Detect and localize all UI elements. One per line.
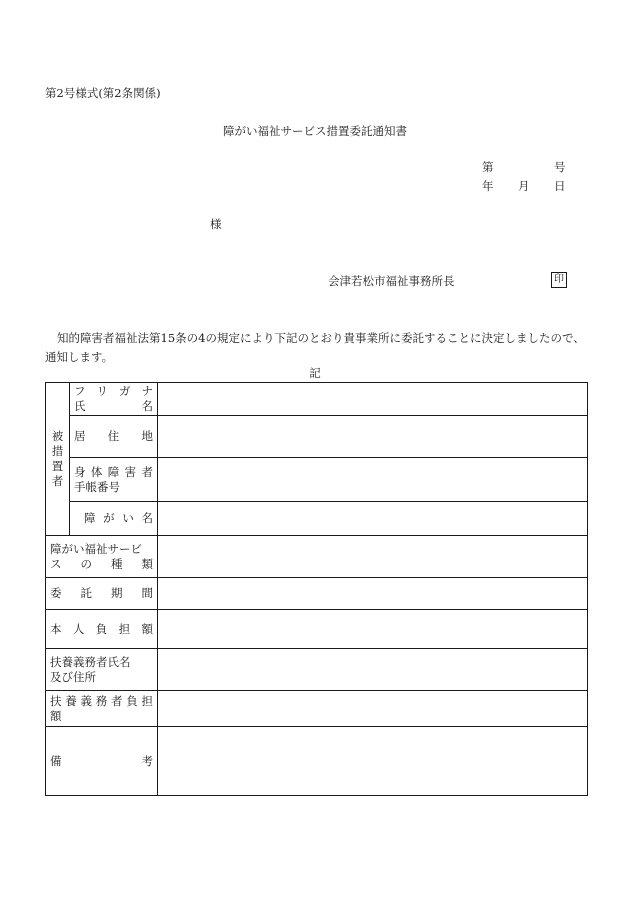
record-table bbox=[45, 382, 588, 796]
row-supporter-burden bbox=[46, 691, 588, 727]
date-month: 月 bbox=[518, 179, 530, 193]
address-label: 居 住 地 bbox=[74, 429, 153, 443]
furigana-label: フ リ ガ ナ bbox=[74, 384, 153, 398]
supporter-burden-value[interactable] bbox=[158, 691, 588, 727]
period-value[interactable] bbox=[158, 578, 588, 610]
row-period bbox=[46, 578, 588, 610]
supporter-burden-label-line2: 額 bbox=[50, 708, 62, 723]
number-suffix: 号 bbox=[554, 160, 566, 174]
body-paragraph: 知的障害者福祉法第15条の4の規定により下記のとおり貴事業所に委託することに決定しましたので、通知します。 bbox=[45, 331, 585, 364]
service-value[interactable] bbox=[158, 536, 588, 578]
supporter-burden-label-line1: 扶養義務者負担 bbox=[50, 693, 153, 708]
service-label-cell bbox=[46, 536, 158, 578]
document-title: 障がい福祉サービス措置委託通知書 bbox=[223, 124, 407, 138]
supporter-label-line2: 及び住所 bbox=[50, 669, 96, 684]
service-label-line1: 障がい福祉サービ bbox=[50, 541, 142, 556]
group-char-4: 者 bbox=[51, 474, 64, 488]
row-name bbox=[46, 383, 588, 416]
date-year: 年 bbox=[482, 179, 494, 193]
handbook-value[interactable] bbox=[158, 458, 588, 502]
address-value[interactable] bbox=[158, 416, 588, 458]
supporter-label-cell bbox=[46, 649, 158, 691]
row-address bbox=[46, 416, 588, 458]
date-day: 日 bbox=[554, 179, 566, 193]
group-char-2: 措 bbox=[51, 444, 64, 458]
name-value[interactable] bbox=[158, 383, 588, 416]
group-char-1: 被 bbox=[51, 429, 64, 443]
group-char-3: 置 bbox=[51, 459, 64, 473]
period-label-cell bbox=[46, 578, 158, 610]
disability-value[interactable] bbox=[158, 502, 588, 536]
seal-mark: 印 bbox=[551, 272, 567, 288]
name-label-cell bbox=[70, 383, 158, 416]
service-label-line2: ス の 種 類 bbox=[50, 556, 153, 571]
supporter-burden-label-cell bbox=[46, 691, 158, 727]
handbook-label-line2: 手帳番号 bbox=[74, 479, 120, 494]
period-label: 委 託 期 間 bbox=[50, 586, 153, 600]
disability-label-cell bbox=[70, 502, 158, 536]
address-label-cell bbox=[70, 416, 158, 458]
addressee-suffix: 様 bbox=[210, 217, 222, 231]
row-handbook bbox=[46, 458, 588, 502]
number-prefix: 第 bbox=[482, 160, 494, 174]
supporter-value[interactable] bbox=[158, 649, 588, 691]
remarks-label-cell bbox=[46, 727, 158, 796]
remarks-label-right: 考 bbox=[141, 753, 153, 768]
issuer-name: 会津若松市福祉事務所長 bbox=[328, 274, 455, 288]
row-remarks bbox=[46, 727, 588, 796]
row-disability bbox=[46, 502, 588, 536]
ki-heading: 記 bbox=[309, 366, 321, 380]
remarks-label-left: 備 bbox=[50, 753, 62, 768]
burden-label-cell bbox=[46, 610, 158, 649]
remarks-label bbox=[50, 754, 153, 769]
burden-label: 本 人 負 担 額 bbox=[50, 621, 153, 636]
row-supporter bbox=[46, 649, 588, 691]
handbook-label-cell bbox=[70, 458, 158, 502]
burden-value[interactable] bbox=[158, 610, 588, 649]
form-number: 第2号様式(第2条関係) bbox=[45, 86, 161, 100]
handbook-label-line1: 身体障害者 bbox=[74, 464, 153, 479]
row-service bbox=[46, 536, 588, 578]
row-burden bbox=[46, 610, 588, 649]
remarks-value[interactable] bbox=[158, 727, 588, 796]
name-label: 氏 名 bbox=[74, 399, 153, 413]
disability-label: 障 が い 名 bbox=[84, 511, 153, 525]
supporter-label-line1: 扶養義務者氏名 bbox=[50, 654, 131, 669]
subject-group-label bbox=[46, 383, 70, 536]
